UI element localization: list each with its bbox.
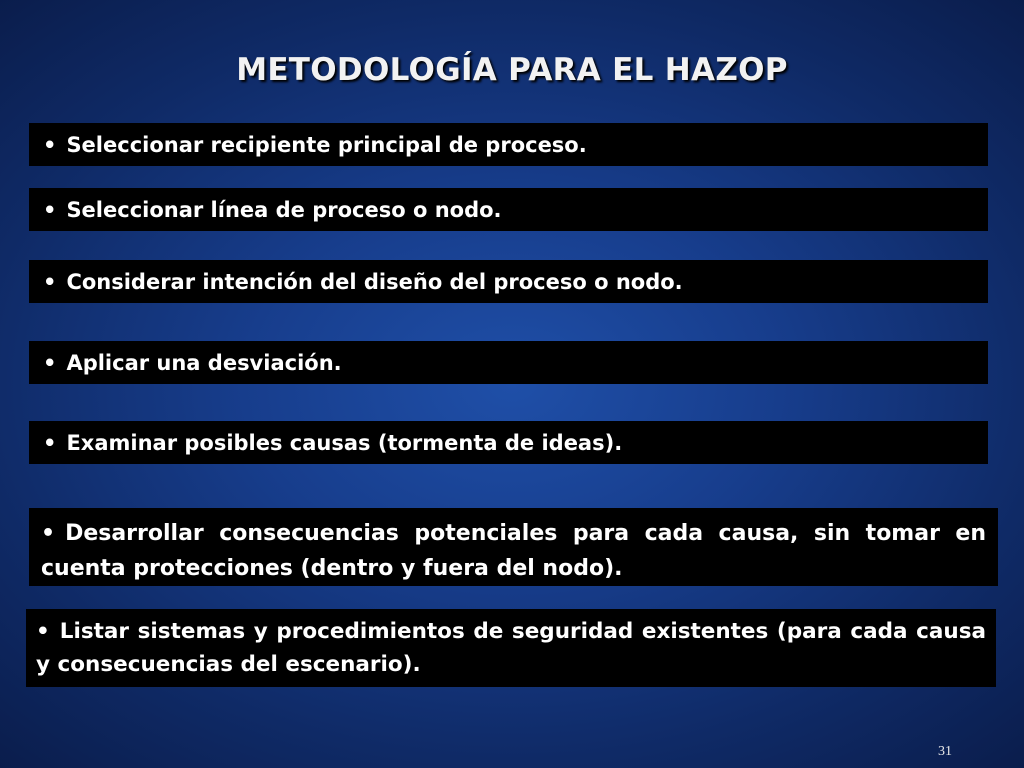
step-text: Examinar posibles causas (tormenta de ideas). bbox=[66, 430, 623, 455]
step-text: Considerar intención del diseño del proceso o nodo. bbox=[66, 269, 683, 294]
methodology-step-2 bbox=[29, 188, 988, 231]
methodology-step-6 bbox=[29, 508, 998, 586]
methodology-step-7 bbox=[26, 609, 996, 687]
bullet-icon: • bbox=[43, 132, 57, 157]
step-text: Aplicar una desviación. bbox=[66, 350, 342, 375]
bullet-icon: • bbox=[43, 350, 57, 375]
bullet-icon: • bbox=[43, 430, 57, 455]
step-text: Seleccionar línea de proceso o nodo. bbox=[66, 197, 502, 222]
bullet-icon: • bbox=[43, 197, 57, 222]
bullet-icon: • bbox=[41, 521, 56, 546]
step-text: Seleccionar recipiente principal de proceso. bbox=[66, 132, 587, 157]
bullet-icon: • bbox=[36, 619, 50, 644]
slide-title: METODOLOGÍA PARA EL HAZOP bbox=[236, 52, 788, 88]
methodology-step-3 bbox=[29, 260, 988, 303]
methodology-step-4 bbox=[29, 341, 988, 384]
step-text: Desarrollar consecuencias potenciales para cada causa, sin tomar en cuenta protecciones (dentro y fuera del nodo). bbox=[41, 521, 986, 581]
methodology-step-1 bbox=[29, 123, 988, 166]
bullet-icon: • bbox=[43, 269, 57, 294]
page-number: 31 bbox=[938, 744, 952, 759]
step-text: Listar sistemas y procedimientos de seguridad existentes (para cada causa y consecuencias del escenario). bbox=[36, 619, 986, 677]
methodology-step-5 bbox=[29, 421, 988, 464]
